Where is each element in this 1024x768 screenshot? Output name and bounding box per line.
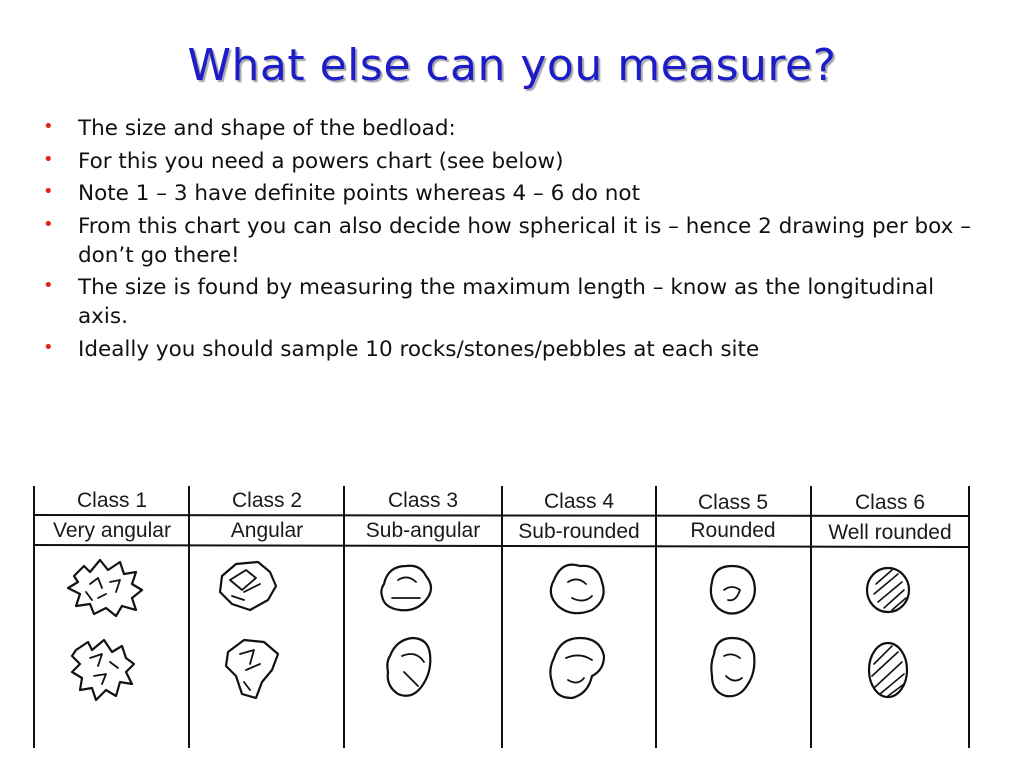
bullet-icon: • — [43, 275, 54, 296]
bullet-icon: • — [43, 148, 54, 170]
very-angular-pebble-icon — [68, 560, 142, 616]
roundness-rounded-label: Rounded — [690, 519, 776, 542]
angular-pebble-icon — [226, 640, 278, 698]
bullet-item — [40, 147, 980, 176]
bullet-item — [40, 212, 980, 270]
very-angular-pebble-icon — [72, 640, 134, 700]
bullet-text: From this chart you can also decide how spherical it is – hence 2 drawing per box – don’t go there! — [78, 213, 971, 268]
class-5-label: Class 5 — [697, 491, 769, 514]
class-2-label: Class 2 — [231, 489, 303, 512]
well-rounded-pebble-icon — [867, 568, 909, 612]
bullet-item — [40, 179, 980, 208]
bullet-item — [40, 114, 980, 143]
class-6-label: Class 6 — [854, 491, 926, 514]
bullet-item — [40, 335, 980, 364]
rounded-pebble-icon — [711, 638, 754, 696]
powers-chart-figure — [32, 486, 982, 748]
roundness-sub-rounded-label: Sub-rounded — [518, 520, 640, 543]
sub-angular-pebble-icon — [387, 638, 430, 696]
class-4-label: Class 4 — [543, 490, 615, 513]
sub-rounded-pebble-icon — [551, 565, 604, 614]
sub-rounded-pebble-icon — [550, 638, 604, 698]
powers-roundness-chart — [32, 486, 982, 748]
bullet-text: Ideally you should sample 10 rocks/stones/pebbles at each site — [78, 336, 760, 362]
roundness-very-angular-label: Very angular — [53, 519, 171, 542]
bullet-text: Note 1 – 3 have definite points whereas 4 – 6 do not — [78, 181, 641, 206]
bullet-text: The size is found by measuring the maximum length – know as the longitudinal axis. — [78, 275, 935, 329]
angular-pebble-icon — [220, 562, 276, 610]
bullet-text: The size and shape of the bedload: — [78, 116, 456, 141]
bullet-icon: • — [43, 181, 54, 202]
sub-angular-pebble-icon — [381, 566, 431, 611]
class-1-label: Class 1 — [76, 489, 148, 512]
bullet-item — [40, 273, 980, 331]
rounded-pebble-icon — [711, 566, 755, 614]
slide-title: What else can you measure? — [187, 40, 837, 91]
bullet-list — [40, 114, 980, 367]
bullet-icon: • — [43, 213, 54, 235]
class-3-label: Class 3 — [387, 489, 459, 512]
bullet-icon: • — [43, 116, 54, 137]
bullet-icon: • — [43, 336, 54, 358]
bullet-text: For this you need a powers chart (see below) — [78, 148, 564, 174]
well-rounded-pebble-icon — [869, 643, 907, 697]
roundness-well-rounded-label: Well rounded — [828, 521, 952, 544]
roundness-sub-angular-label: Sub-angular — [365, 519, 481, 542]
roundness-angular-label: Angular — [230, 519, 304, 542]
